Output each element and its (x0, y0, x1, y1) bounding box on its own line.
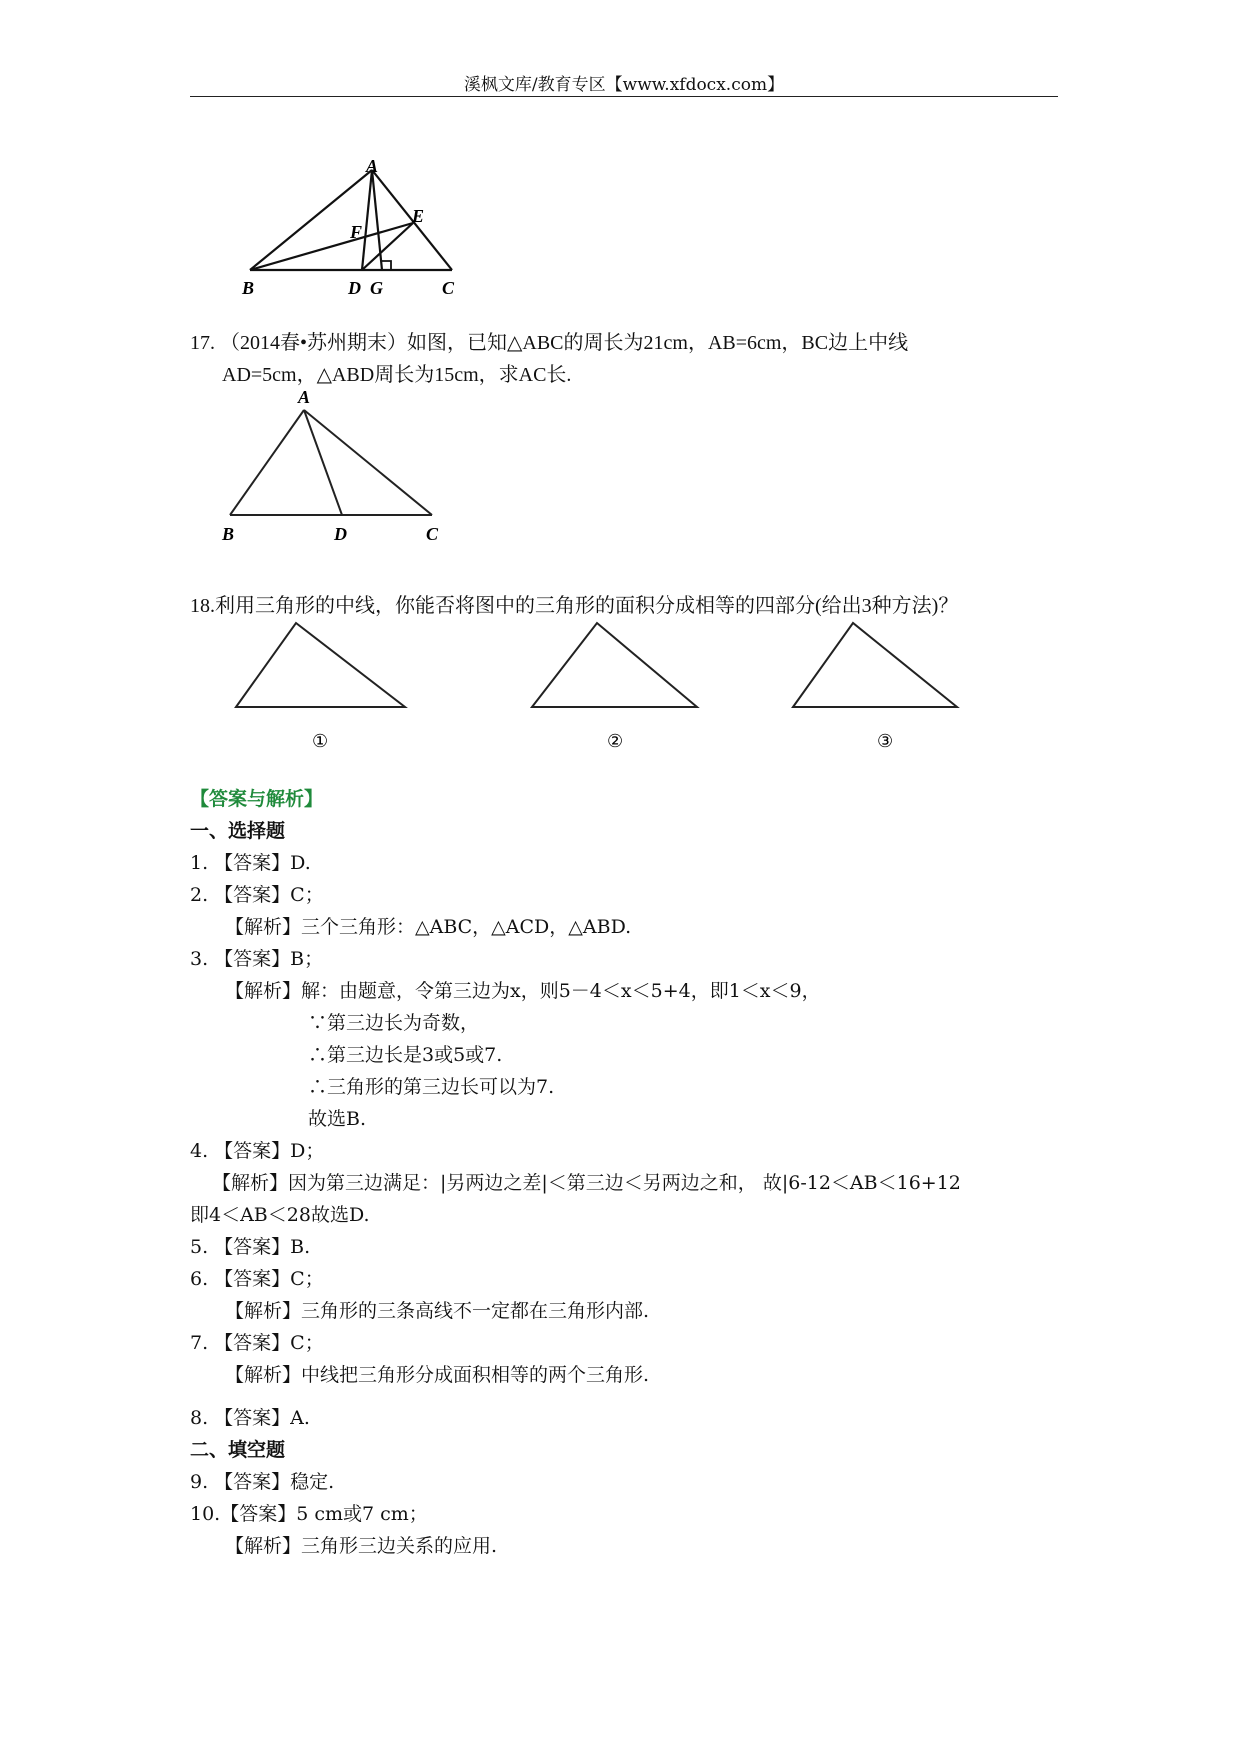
q17-line2: AD=5cm，△ABD周长为15cm，求AC长. (222, 364, 572, 386)
answer-line: 7. 【答案】C； (190, 1332, 324, 1354)
answer-line: 【解析】三角形三边关系的应用. (225, 1535, 498, 1557)
label-fig1: ① (312, 731, 329, 752)
q18-line1: 18.利用三角形的中线，你能否将图中的三角形的面积分成相等的四部分(给出3种方法)？ (190, 595, 959, 617)
figure-q16 (230, 160, 470, 300)
label-F: F (350, 222, 363, 242)
answer-line: 即4＜AB＜28故选D. (190, 1204, 370, 1226)
label-B: B (242, 278, 255, 298)
label-A: A (366, 160, 379, 176)
answer-line: ∴第三边长是3或5或7. (308, 1044, 503, 1066)
label-C: C (442, 278, 455, 298)
label-A: A (298, 387, 311, 407)
answer-line: 【解析】三个三角形：△ABC，△ACD，△ABD. (225, 916, 632, 938)
answer-line: 【解析】因为第三边满足：|另两边之差|＜第三边＜另两边之和， 故|6-12＜AB＜16+12 (212, 1172, 961, 1194)
answer-line: 3. 【答案】B； (190, 948, 324, 970)
label-D: D (348, 278, 361, 298)
answer-line: 4. 【答案】D； (190, 1140, 325, 1162)
label-fig2: ② (607, 731, 624, 752)
q17-line1: 17. （2014春•苏州期末）如图，已知△ABC的周长为21cm，AB=6cm，BC边上中线 (190, 332, 909, 354)
label-E: E (412, 206, 425, 226)
answer-line: 6. 【答案】C； (190, 1268, 324, 1290)
section-fill: 二、填空题 (190, 1439, 286, 1461)
answer-line: 【解析】解：由题意，令第三边为x，则5－4＜x＜5+4，即1＜x＜9， (225, 980, 821, 1002)
label-D: D (334, 524, 347, 544)
answer-line: 10.【答案】5 cm或7 cm； (190, 1503, 428, 1525)
figure-q18 (230, 615, 970, 755)
answer-line: 1. 【答案】D. (190, 852, 311, 874)
figure-q17 (210, 385, 460, 545)
answer-line: 2. 【答案】C； (190, 884, 324, 906)
label-B: B (222, 524, 235, 544)
answer-line: 9. 【答案】稳定. (190, 1471, 335, 1493)
label-C: C (426, 524, 439, 544)
label-G: G (370, 278, 383, 298)
answer-line: 【解析】三角形的三条高线不一定都在三角形内部. (225, 1300, 650, 1322)
answer-line: 8. 【答案】A. (190, 1407, 310, 1429)
answers-heading: 【答案与解析】 (190, 788, 324, 810)
label-fig3: ③ (877, 731, 894, 752)
page-header: 溪枫文库/教育专区【www.xfdocx.com】 (190, 70, 1058, 97)
answer-line: ∵第三边长为奇数， (308, 1012, 480, 1034)
answer-line: 【解析】中线把三角形分成面积相等的两个三角形. (225, 1364, 650, 1386)
answer-line: 5. 【答案】B. (190, 1236, 311, 1258)
answer-line: 故选B. (308, 1108, 367, 1130)
section-choice: 一、选择题 (190, 820, 286, 842)
answer-line: ∴三角形的第三边长可以为7. (308, 1076, 555, 1098)
